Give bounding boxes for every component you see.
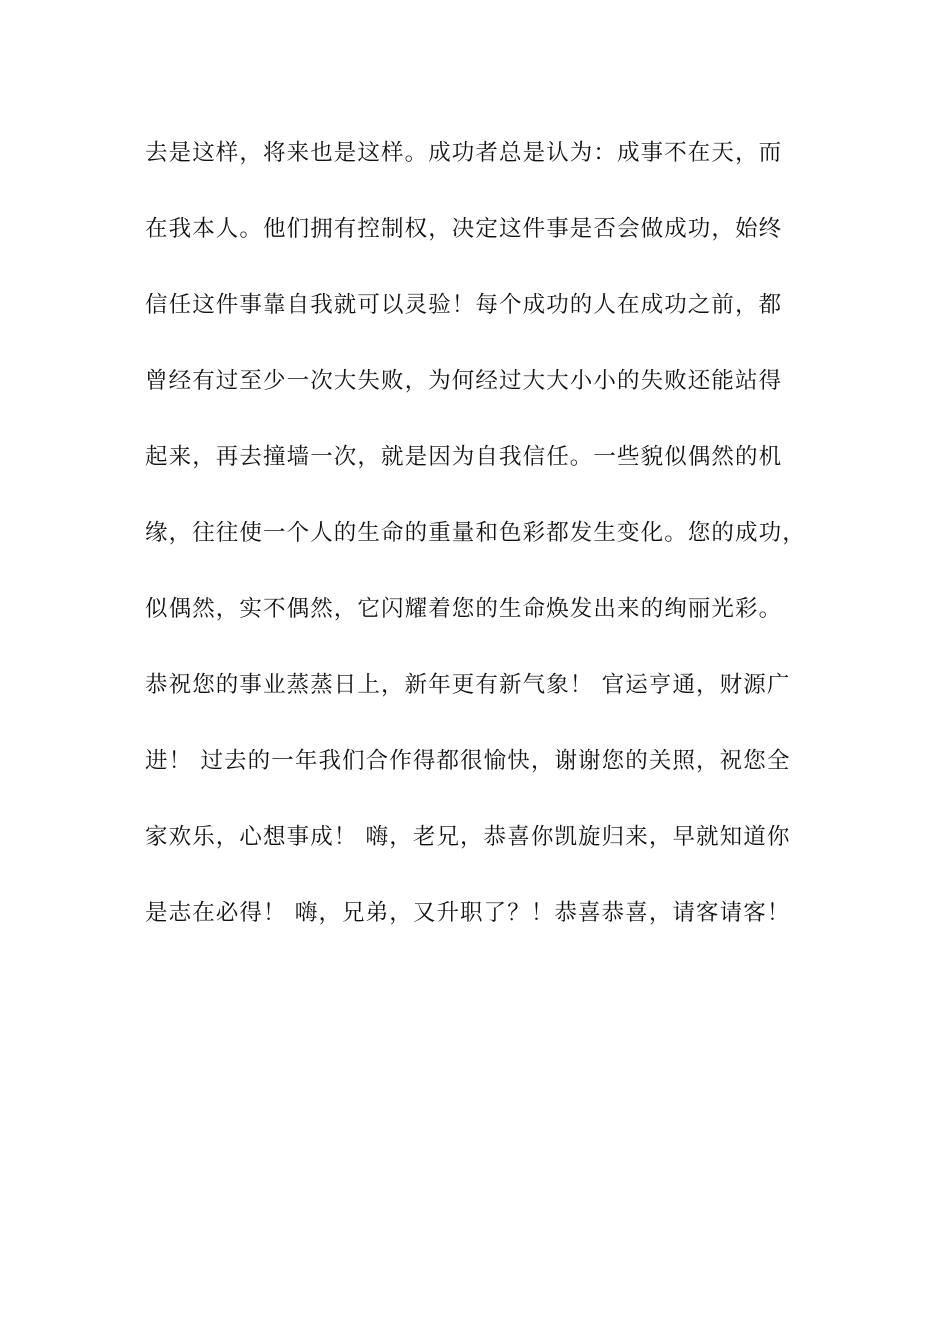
body-text <box>145 133 835 969</box>
text-line-7: 似偶然，实不偶然，它闪耀着您的生命焕发出来的绚丽光彩。 <box>145 596 783 622</box>
text-line-4: 曾经有过至少一次大失败，为何经过大大小小的失败还能站得 <box>145 368 783 394</box>
text-line-8: 恭祝您的事业蒸蒸日上，新年更有新气象！ 官运亨通，财源广 <box>145 672 791 698</box>
text-line-2: 在我本人。他们拥有控制权，决定这件事是否会做成功，始终 <box>145 216 783 242</box>
text-line-6: 缘，往往使一个人的生命的重量和色彩都发生变化。您的成功， <box>145 520 806 546</box>
text-line-10: 家欢乐，心想事成！ 嗨，老兄，恭喜你凯旋归来，早就知道你 <box>145 824 791 850</box>
text-line-5: 起来，再去撞墙一次，就是因为自我信任。一些貌似偶然的机 <box>145 444 783 470</box>
text-line-11: 是志在必得！ 嗨，兄弟，又升职了？！恭喜恭喜，请客请客！ <box>145 900 791 926</box>
text-line-9: 进！ 过去的一年我们合作得都很愉快，谢谢您的关照，祝您全 <box>145 748 791 774</box>
text-line-1: 去是这样，将来也是这样。成功者总是认为：成事不在天，而 <box>145 140 783 166</box>
text-line-3: 信任这件事靠自我就可以灵验！每个成功的人在成功之前，都 <box>145 292 783 318</box>
